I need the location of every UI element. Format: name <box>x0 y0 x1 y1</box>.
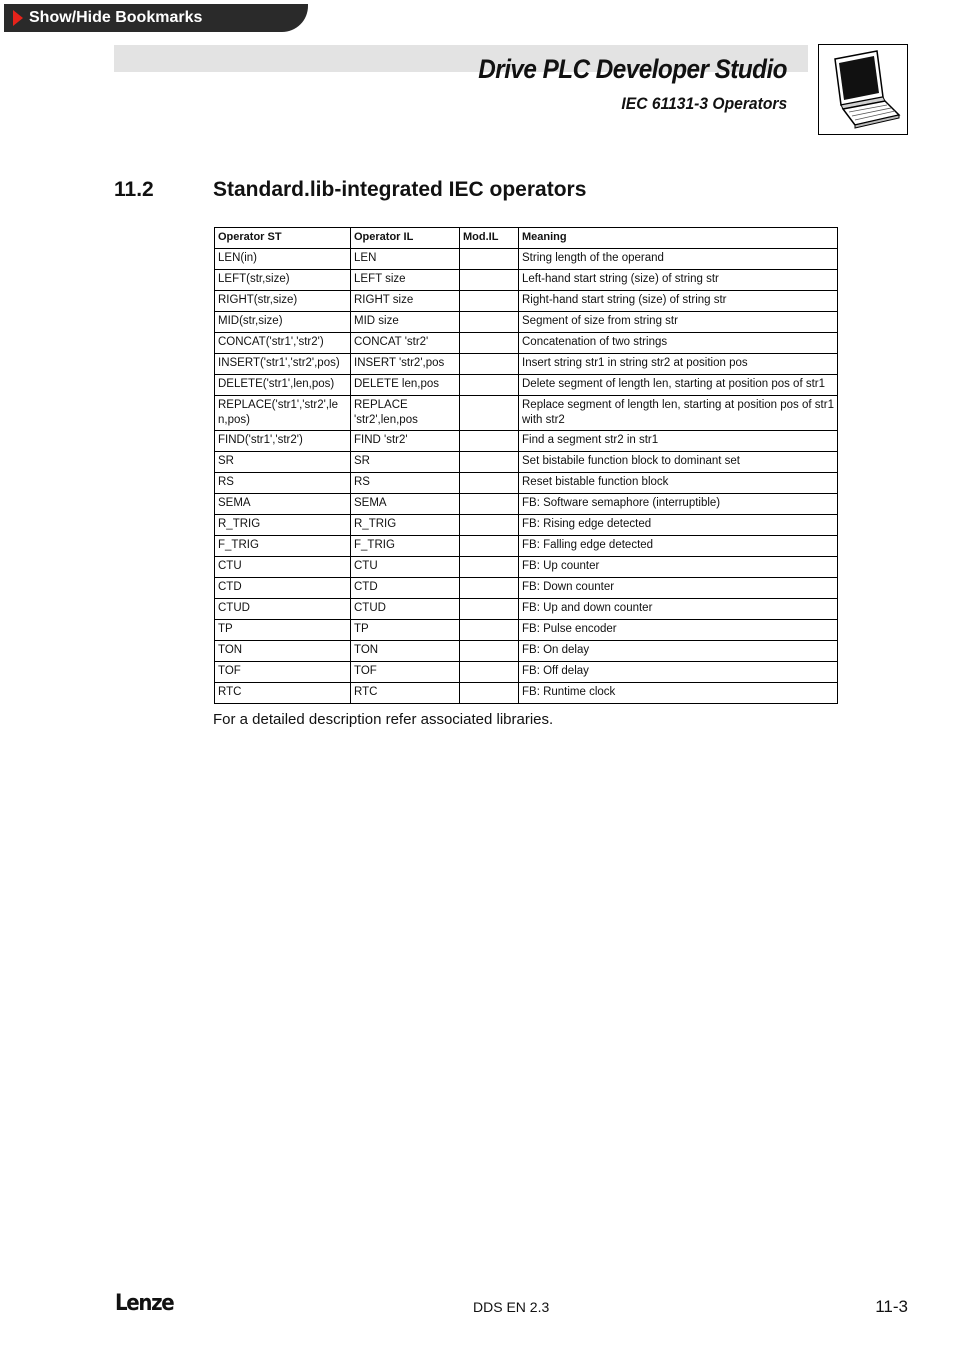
cell-operator-st: RIGHT(str,size) <box>215 291 351 312</box>
document-title: Drive PLC Developer Studio <box>478 54 787 84</box>
cell-operator-il: MID size <box>351 312 460 333</box>
cell-operator-st: TOF <box>215 662 351 683</box>
footer-document-id: DDS EN 2.3 <box>473 1299 550 1315</box>
cell-operator-il: TOF <box>351 662 460 683</box>
cell-operator-st: F_TRIG <box>215 536 351 557</box>
column-header-operator-il: Operator IL <box>351 228 460 249</box>
cell-meaning: Replace segment of length len, starting at position pos of str1 with str2 <box>519 396 838 431</box>
cell-meaning: Reset bistable function block <box>519 473 838 494</box>
cell-operator-il: TP <box>351 620 460 641</box>
cell-operator-st: SR <box>215 452 351 473</box>
cell-operator-il: DELETE len,pos <box>351 375 460 396</box>
cell-meaning: Left-hand start string (size) of string str <box>519 270 838 291</box>
column-header-mod-il: Mod.IL <box>460 228 519 249</box>
cell-operator-st: TON <box>215 641 351 662</box>
table-row <box>215 312 838 333</box>
cell-operator-il: TON <box>351 641 460 662</box>
section-title: Standard.lib-integrated IEC operators <box>213 178 587 201</box>
table-row <box>215 473 838 494</box>
cell-mod-il <box>460 312 519 333</box>
table-row <box>215 557 838 578</box>
cell-operator-il: SEMA <box>351 494 460 515</box>
cell-meaning: FB: Software semaphore (interruptible) <box>519 494 838 515</box>
cell-mod-il <box>460 270 519 291</box>
cell-mod-il <box>460 333 519 354</box>
cell-operator-st: LEN(in) <box>215 249 351 270</box>
cell-operator-il: LEFT size <box>351 270 460 291</box>
cell-meaning: String length of the operand <box>519 249 838 270</box>
cell-operator-st: DELETE('str1',len,pos) <box>215 375 351 396</box>
cell-operator-il: F_TRIG <box>351 536 460 557</box>
cell-mod-il <box>460 431 519 452</box>
operators-table-body <box>215 249 838 704</box>
cell-meaning: FB: Rising edge detected <box>519 515 838 536</box>
table-row <box>215 270 838 291</box>
table-row <box>215 249 838 270</box>
lenze-logo: Lenze <box>115 1291 174 1316</box>
table-row <box>215 375 838 396</box>
cell-operator-il: CONCAT 'str2' <box>351 333 460 354</box>
cell-meaning: Insert string str1 in string str2 at position pos <box>519 354 838 375</box>
table-row <box>215 662 838 683</box>
cell-operator-st: CTU <box>215 557 351 578</box>
cell-mod-il <box>460 536 519 557</box>
cell-mod-il <box>460 578 519 599</box>
cell-mod-il <box>460 354 519 375</box>
cell-mod-il <box>460 291 519 312</box>
table-row <box>215 333 838 354</box>
cell-operator-st: REPLACE('str1','str2',len,pos) <box>215 396 351 431</box>
bookmarks-label: Show/Hide Bookmarks <box>29 9 203 26</box>
cell-operator-il: CTUD <box>351 599 460 620</box>
show-hide-bookmarks-button[interactable] <box>4 4 308 32</box>
cell-operator-il: CTU <box>351 557 460 578</box>
cell-meaning: FB: On delay <box>519 641 838 662</box>
table-row <box>215 641 838 662</box>
operators-table <box>214 227 838 704</box>
table-row <box>215 354 838 375</box>
table-row <box>215 291 838 312</box>
cell-operator-il: CTD <box>351 578 460 599</box>
cell-operator-st: FIND('str1','str2') <box>215 431 351 452</box>
cell-operator-st: RS <box>215 473 351 494</box>
cell-mod-il <box>460 662 519 683</box>
table-row <box>215 599 838 620</box>
table-row <box>215 431 838 452</box>
laptop-icon <box>818 44 908 135</box>
cell-operator-il: RS <box>351 473 460 494</box>
cell-operator-st: TP <box>215 620 351 641</box>
cell-mod-il <box>460 515 519 536</box>
section-number: 11.2 <box>114 178 154 201</box>
cell-meaning: Segment of size from string str <box>519 312 838 333</box>
document-subtitle: IEC 61131-3 Operators <box>621 94 787 113</box>
cell-operator-il: FIND 'str2' <box>351 431 460 452</box>
table-row <box>215 515 838 536</box>
table-row <box>215 494 838 515</box>
cell-operator-st: LEFT(str,size) <box>215 270 351 291</box>
table-row <box>215 578 838 599</box>
cell-meaning: FB: Pulse encoder <box>519 620 838 641</box>
table-row <box>215 536 838 557</box>
cell-mod-il <box>460 452 519 473</box>
cell-mod-il <box>460 249 519 270</box>
cell-operator-il: R_TRIG <box>351 515 460 536</box>
triangle-right-icon <box>13 10 23 26</box>
cell-mod-il <box>460 620 519 641</box>
cell-operator-st: SEMA <box>215 494 351 515</box>
cell-mod-il <box>460 641 519 662</box>
cell-meaning: FB: Up and down counter <box>519 599 838 620</box>
table-row <box>215 683 838 704</box>
cell-operator-il: REPLACE 'str2',len,pos <box>351 396 460 431</box>
cell-meaning: FB: Up counter <box>519 557 838 578</box>
cell-operator-il: RIGHT size <box>351 291 460 312</box>
cell-operator-il: SR <box>351 452 460 473</box>
cell-operator-il: INSERT 'str2',pos <box>351 354 460 375</box>
footer-page-number: 11-3 <box>875 1297 908 1316</box>
cell-operator-st: RTC <box>215 683 351 704</box>
table-row <box>215 620 838 641</box>
cell-operator-st: CTUD <box>215 599 351 620</box>
cell-mod-il <box>460 375 519 396</box>
cell-operator-il: LEN <box>351 249 460 270</box>
cell-meaning: Concatenation of two strings <box>519 333 838 354</box>
cell-meaning: FB: Off delay <box>519 662 838 683</box>
cell-operator-st: CONCAT('str1','str2') <box>215 333 351 354</box>
cell-operator-il: RTC <box>351 683 460 704</box>
cell-meaning: FB: Down counter <box>519 578 838 599</box>
column-header-meaning: Meaning <box>519 228 838 249</box>
note-text: For a detailed description refer associated libraries. <box>213 711 554 728</box>
cell-operator-st: MID(str,size) <box>215 312 351 333</box>
cell-mod-il <box>460 473 519 494</box>
cell-meaning: Right-hand start string (size) of string str <box>519 291 838 312</box>
table-header-row <box>215 228 838 249</box>
cell-mod-il <box>460 599 519 620</box>
cell-meaning: Delete segment of length len, starting at position pos of str1 <box>519 375 838 396</box>
cell-operator-st: INSERT('str1','str2',pos) <box>215 354 351 375</box>
cell-mod-il <box>460 396 519 431</box>
cell-mod-il <box>460 557 519 578</box>
table-row <box>215 396 838 431</box>
cell-meaning: Set bistabile function block to dominant set <box>519 452 838 473</box>
cell-mod-il <box>460 683 519 704</box>
cell-operator-st: CTD <box>215 578 351 599</box>
cell-meaning: Find a segment str2 in str1 <box>519 431 838 452</box>
table-row <box>215 452 838 473</box>
cell-mod-il <box>460 494 519 515</box>
column-header-operator-st: Operator ST <box>215 228 351 249</box>
cell-operator-st: R_TRIG <box>215 515 351 536</box>
cell-meaning: FB: Falling edge detected <box>519 536 838 557</box>
cell-meaning: FB: Runtime clock <box>519 683 838 704</box>
